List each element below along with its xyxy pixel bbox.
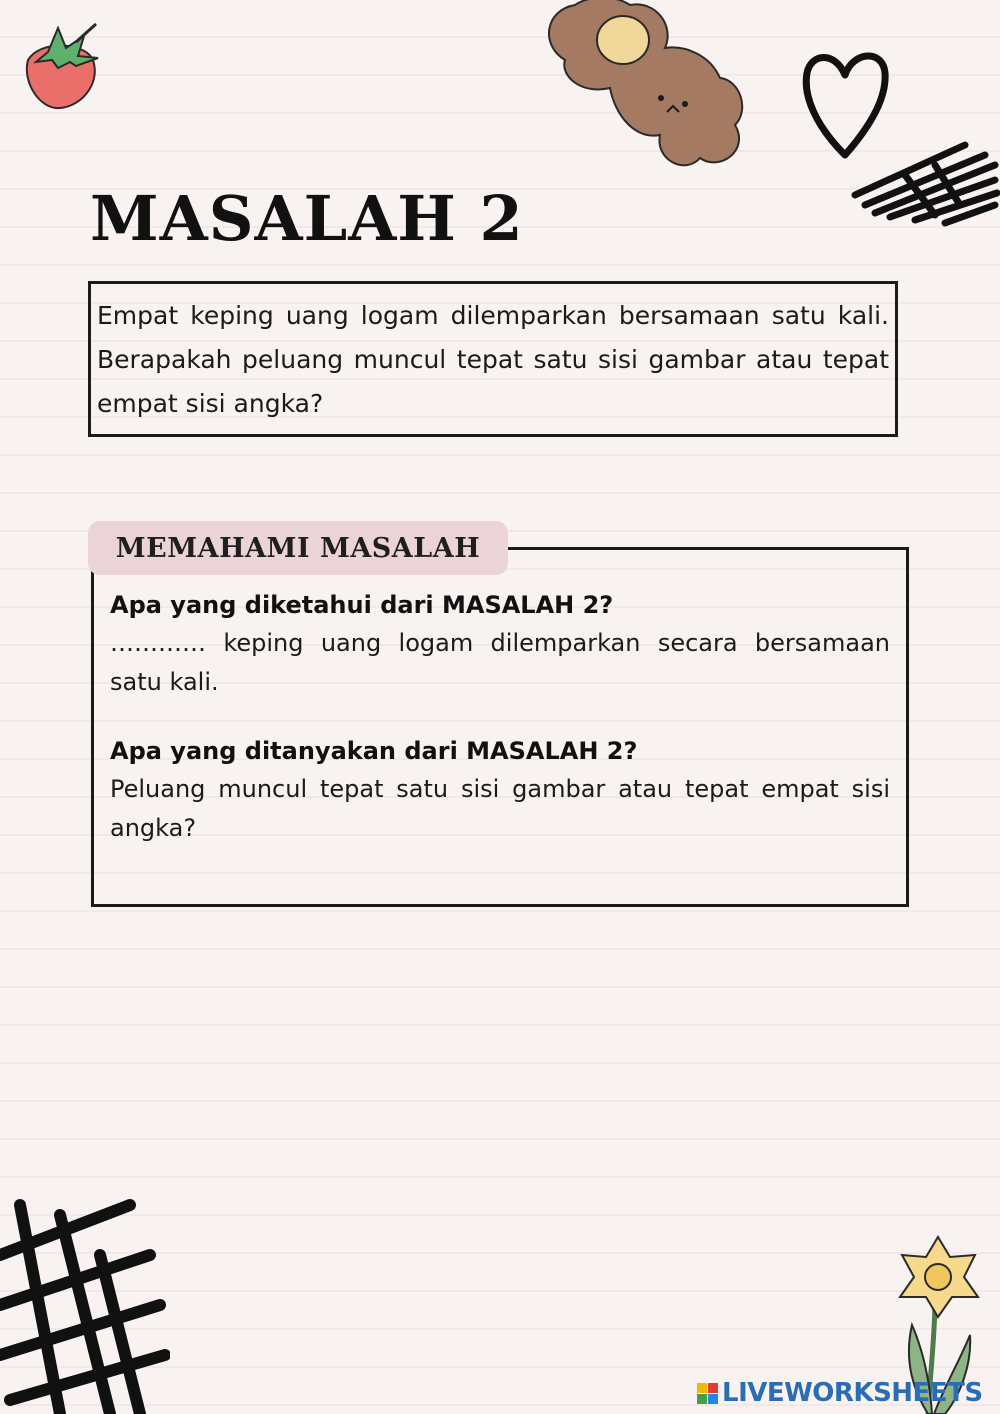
- scribble-icon: [0, 1195, 170, 1414]
- brand-name: LIVEWORKSHEETS: [722, 1378, 983, 1408]
- problem-box: [88, 281, 898, 437]
- brand-watermark: [697, 1378, 983, 1408]
- asked-block: [110, 732, 890, 848]
- strawberry-icon: [18, 22, 106, 114]
- asked-answer: Peluang muncul tepat satu sisi gambar atau tepat empat sisi angka?: [110, 775, 890, 842]
- known-block: [110, 586, 890, 702]
- understanding-box: [91, 547, 909, 907]
- known-answer[interactable]: ………… keping uang logam dilemparkan secara bersamaan satu kali.: [110, 629, 890, 696]
- known-question: Apa yang diketahui dari MASALAH 2?: [110, 591, 614, 619]
- liveworksheets-logo-icon: [697, 1383, 718, 1404]
- problem-text: Empat keping uang logam dilemparkan bersamaan satu kali. Berapakah peluang muncul tepat satu sisi gambar atau tepat empat sisi angka?: [97, 301, 889, 418]
- section-label: MEMAHAMI MASALAH: [88, 521, 508, 575]
- page-title: MASALAH 2: [90, 182, 524, 255]
- teddy-bear-icon: [535, 0, 750, 180]
- asked-question: Apa yang ditanyakan dari MASALAH 2?: [110, 737, 638, 765]
- scribble-icon: [845, 135, 1000, 230]
